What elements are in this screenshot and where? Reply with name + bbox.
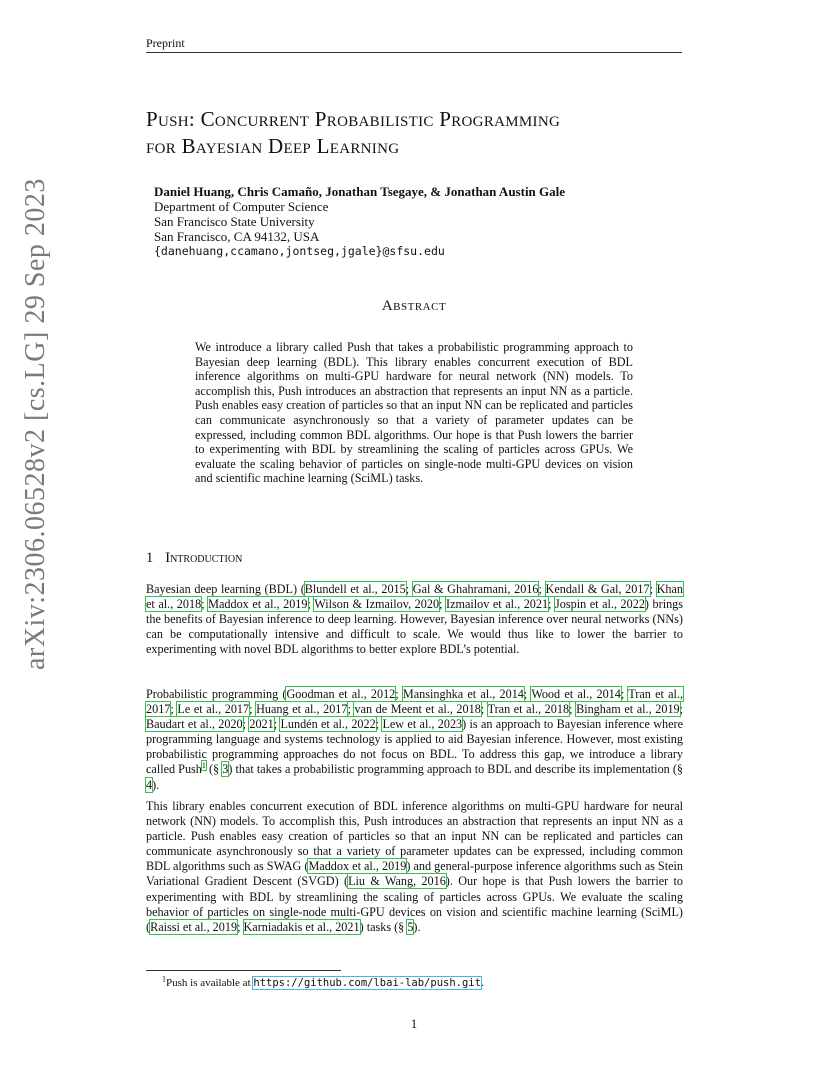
affiliation-line: Department of Computer Science — [154, 199, 329, 214]
text-run: ) and general-purpose inference algorithms such as Stein Variational Gradient Descent (SVGD) ( — [146, 859, 683, 889]
citation-link[interactable]: Lew et al., 2023 — [382, 717, 463, 732]
citation-link[interactable]: Khan et al., 2018 — [146, 582, 684, 612]
abstract-text: We introduce a library called Push that takes a probabilistic programming approach to Bayesian deep learning (BDL). This library enables concurrent execution of BDL inference algorithms on multi-GPU hardware for neural network (NN) models. To accomplish this, Push introduces an abstraction that represents an input NN as a particle. Push enables easy creation of particles so that an input NN can be replicated and particles can communicate asynchronously so that a variety of parameter updates can be expressed, including common BDL algorithms. Our hope is that Push lowers the barrier to experimenting with BDL by streamlining the scaling of particles across GPUs. We evaluate the scaling behavior of particles on single-node multi-GPU devices on vision and scientific machine learning (SciML) tasks. — [195, 340, 633, 486]
citation-link[interactable]: Baudart et al., 2020 — [146, 717, 243, 732]
page-number: 1 — [410, 1016, 418, 1031]
arxiv-watermark: arXiv:2306.06528v2 [cs.LG] 29 Sep 2023 — [20, 178, 51, 670]
section-ref-link[interactable]: 5 — [407, 919, 414, 934]
paragraph-3: This library enables concurrent execution of BDL inference algorithms on multi-GPU hardware for neural network (NN) models. To accomplish this, Push introduces an abstraction that represents an input NN as a particle. Push enables easy creation of particles so that an input NN can be replicated and particles can communicate asynchronously so that a variety of parameter updates can be expressed, including common BDL algorithms such as SWAG (Maddox et al., 2019) and general-purpose inference algorithms such as Stein Variational Gradient Descent (SVGD) (Liu & Wang, 2016). Our hope is that Push lowers the barrier to experimenting with BDL by streamlining the scaling of particles across GPUs. We evaluate the scaling behavior of particles on single-node multi-GPU devices on vision and scientific machine learning (SciML) (Raissi et al., 2019; Karniadakis et al., 2021) tasks (§ 5). — [146, 799, 684, 934]
repo-url-link[interactable]: https://github.com/lbai-lab/push.git — [253, 977, 481, 989]
text-run: ). — [152, 777, 160, 792]
footnote-rule — [146, 970, 341, 971]
citation-link[interactable]: Tran et al., 2018 — [487, 702, 570, 717]
citation-link[interactable]: Wilson & Izmailov, 2020 — [314, 597, 440, 612]
title-line-1: Push: Concurrent Probabilistic Programming — [146, 107, 561, 131]
affiliation-line: San Francisco, CA 94132, USA — [154, 229, 320, 244]
text-run: ). — [413, 919, 421, 934]
affiliation-line: San Francisco State University — [154, 214, 315, 229]
citation-link[interactable]: Gal & Ghahramani, 2016 — [412, 582, 539, 596]
text-run: (§ — [205, 762, 223, 777]
abstract-heading: Abstract — [381, 298, 447, 314]
citation-link[interactable]: Izmailov et al., 2021 — [446, 597, 549, 612]
paragraph-1: Bayesian deep learning (BDL) (Blundell et al., 2015; Gal & Ghahramani, 2016; Kendall & Gal, 2017; Khan et al., 2018; Maddox et al., 2019; Wilson & Izmailov, 2020; Izmailov et al., 2021; Jospin et al., 2022) brings the benefits of Bayesian inference to deep learning. However, Bayesian inference over neural networks (NNs) can be computationally intensive and difficult to scale. We would thus like to lower the barrier to experimenting with novel BDL algorithms to better explore BDL’s potential. — [146, 582, 684, 657]
citation-link[interactable]: Mansinghka et al., 2014 — [402, 687, 524, 701]
citation-link[interactable]: Jospin et al., 2022 — [555, 597, 645, 612]
citation-link[interactable]: Liu & Wang, 2016 — [348, 874, 446, 889]
text-run: ) tasks (§ — [359, 919, 408, 934]
text-run: ). Our hope is that Push lowers the barrier to experimenting with BDL by streamlining the scaling of particles across GPUs. We evaluate the scaling behavior of particles on single-node multi-GPU devices on vision and scientific machine learning (SciML) ( — [146, 874, 684, 934]
footnote-mark-link[interactable]: 1 — [201, 761, 206, 771]
text-run: ) that takes a probabilistic programming approach to BDL and describe its implementation (§ — [228, 762, 684, 777]
citation-link[interactable]: Maddox et al., 2019 — [208, 597, 308, 612]
section-number: 1 — [146, 550, 154, 566]
citation-link[interactable]: Bingham et al., 2019 — [576, 702, 680, 717]
footnote — [162, 974, 484, 989]
footnote-end: . — [480, 977, 484, 989]
citation-link[interactable]: van de Meent et al., 2018 — [354, 702, 481, 717]
citation-link[interactable]: Maddox et al., 2019 — [308, 859, 407, 874]
section-ref-link[interactable]: 4 — [146, 777, 153, 792]
citation-link[interactable]: Karniadakis et al., 2021 — [243, 919, 360, 934]
paragraph-2: Probabilistic programming (Goodman et al., 2012; Mansinghka et al., 2014; Wood et al., 2014; Tran et al., 2017; Le et al., 2017; Huang et al., 2017; van de Meent et al., 2018; Tran et al., 2018; Bingham et al., 2019; Baudart et al., 2020; 2021; Lundén et al., 2022; Lew et al., 2023) is an approach to Bayesian inference where programming language and systems technology is applied to aid Bayesian inference. However, most existing probabilistic programming approaches do not focus on BDL. To address this gap, we introduce a library called Push$^1$ (§ 3) that takes a probabilistic programming approach to BDL and describe its implementation (§ 4). — [146, 687, 684, 792]
citation-link[interactable]: Raissi et al., 2019 — [150, 919, 238, 934]
citation-link[interactable]: Le et al., 2017 — [177, 702, 250, 717]
section-title: Introduction — [165, 550, 243, 566]
author-names: Daniel Huang, Chris Camaño, Jonathan Tsegaye, & Jonathan Austin Gale — [154, 184, 566, 199]
citation-link[interactable]: Goodman et al., 2012 — [286, 687, 396, 701]
citation-link[interactable]: Lundén et al., 2022 — [280, 717, 376, 732]
author-emails: {danehuang,ccamano,jontseg,jgale}@sfsu.edu — [154, 244, 445, 258]
citation-link[interactable]: Tran et al., 2017 — [146, 687, 683, 717]
citation-link[interactable]: Huang et al., 2017 — [256, 702, 348, 717]
paper-title — [146, 106, 560, 160]
citation-link[interactable]: 2021 — [249, 717, 274, 732]
header-rule — [146, 52, 682, 53]
footnote-mark: 1 — [162, 974, 166, 984]
title-line-2: for Bayesian Deep Learning — [146, 134, 400, 158]
section-heading — [146, 550, 242, 567]
text-run: Probabilistic programming ( — [146, 687, 287, 701]
running-header: Preprint — [146, 36, 185, 50]
text-run: ) is an approach to Bayesian inference where programming language and systems technology is applied to aid Bayesian inference. However, most existing probabilistic programming approaches do not focus on BDL. To address this gap, we introduce a library called Push — [146, 717, 684, 777]
citation-link[interactable]: Kendall & Gal, 2017 — [545, 582, 650, 596]
footnote-text: Push is available at — [166, 977, 254, 989]
author-block — [154, 184, 565, 259]
text-run: This library enables concurrent execution of BDL inference algorithms on multi-GPU hardware for neural network (NN) models. To accomplish this, Push introduces an abstraction that represents an input NN as a particle. Push enables easy creation of particles so that an input NN can be replicated and particles can communicate asynchronously so that a variety of parameter updates can be expressed, including common BDL algorithms such as SWAG ( — [146, 799, 683, 874]
citation-link[interactable]: Blundell et al., 2015 — [304, 582, 406, 596]
citation-link[interactable]: Wood et al., 2014 — [531, 687, 621, 701]
section-ref-link[interactable]: 3 — [222, 762, 229, 777]
text-run: ) brings the benefits of Bayesian inference to deep learning. However, Bayesian inference over neural networks (NNs) can be computationally intensive and difficult to scale. We would thus like to lower the barrier to experimenting with novel BDL algorithms to better explore BDL’s potential. — [146, 597, 684, 657]
text-run: Bayesian deep learning (BDL) ( — [146, 582, 305, 596]
